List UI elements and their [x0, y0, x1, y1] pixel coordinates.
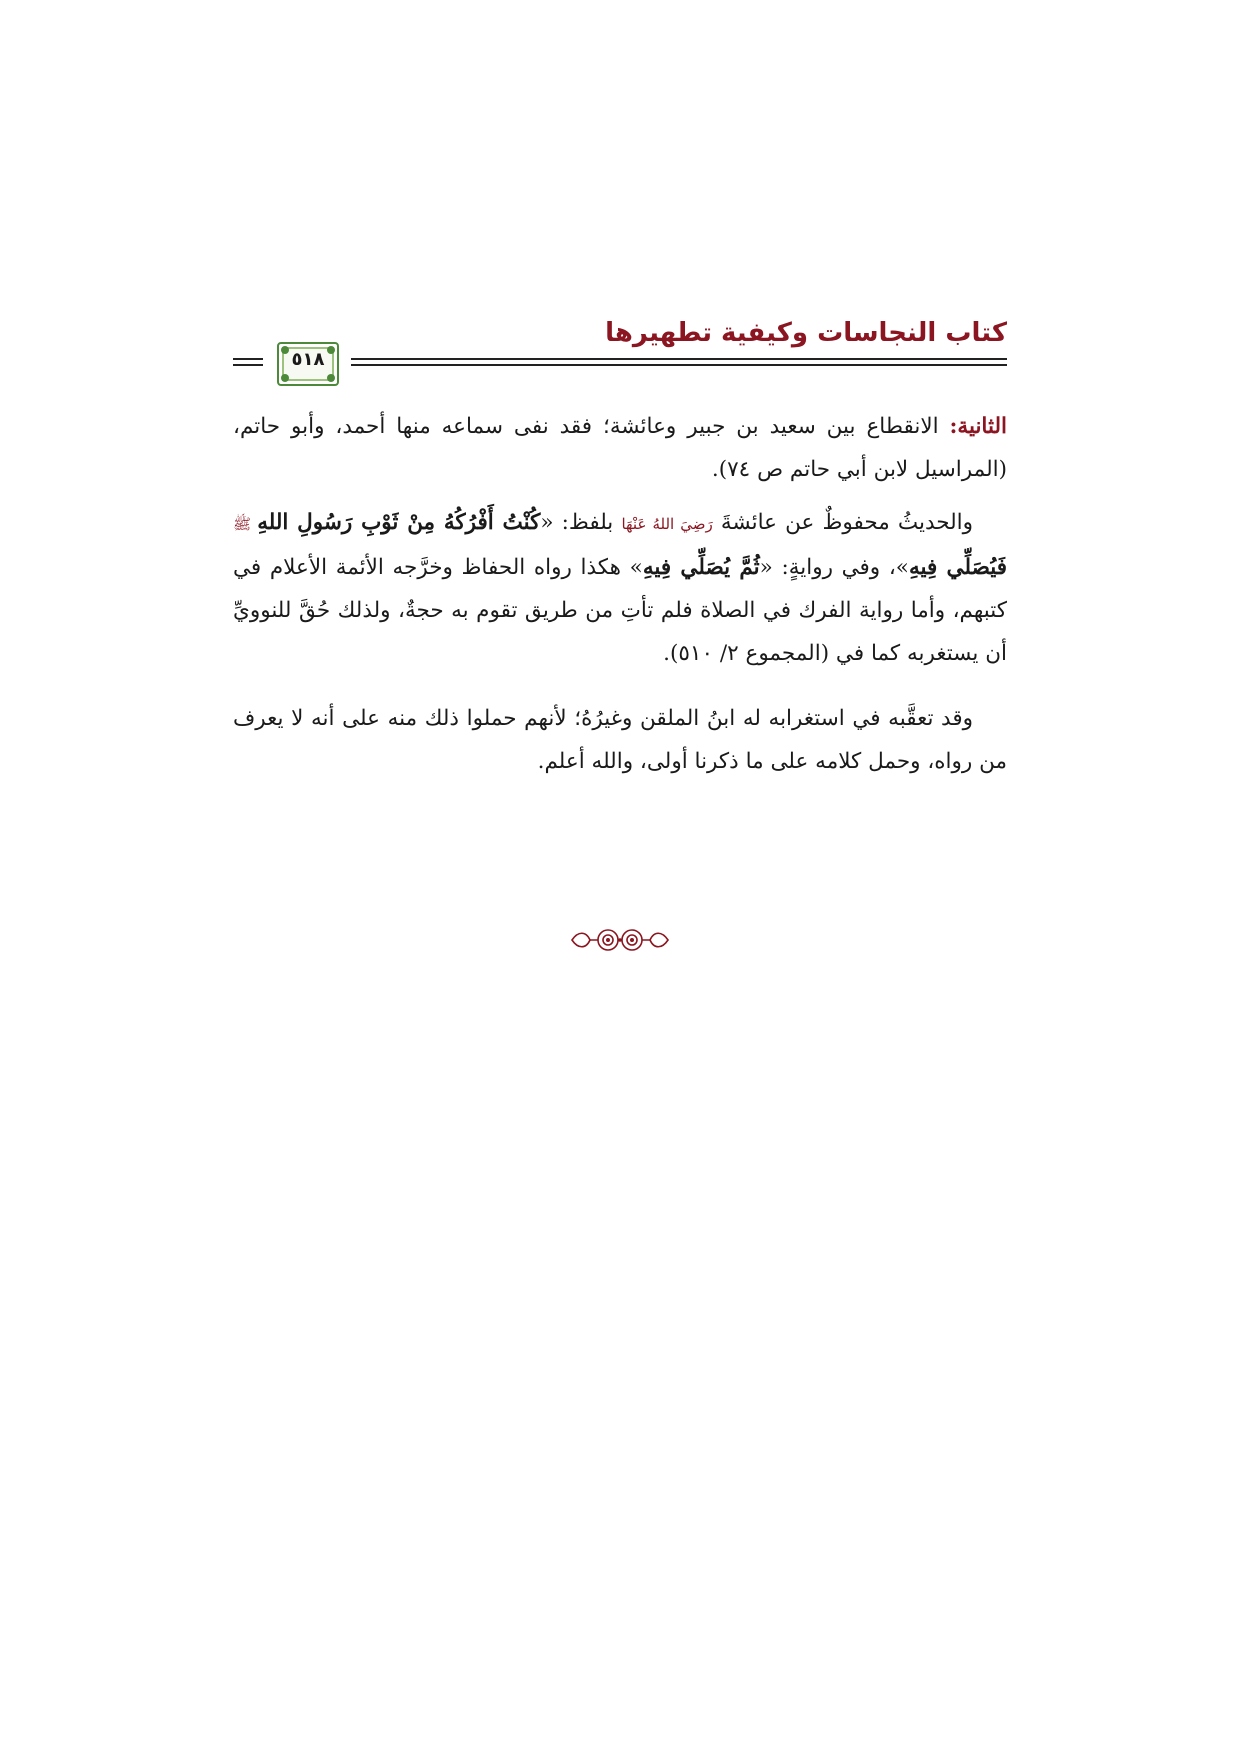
- page-number: ٥١٨: [291, 349, 325, 370]
- badge-corner-ornament: [327, 374, 335, 382]
- badge-corner-ornament: [281, 374, 289, 382]
- page-header: [233, 318, 1007, 388]
- paragraph-3: [233, 697, 1007, 783]
- header-rule-right-bottom: [351, 364, 1007, 366]
- paragraph-2: [233, 501, 1007, 675]
- hadith-quote-1: كُنْتُ أَفْرُكُهُ مِنْ ثَوْبِ رَسُولِ اللهِ: [257, 510, 541, 535]
- paragraph-1: [233, 405, 1007, 491]
- paragraph-2-text-2: بلفظ: «: [540, 510, 622, 535]
- main-text: [233, 405, 1007, 783]
- paragraph-3-text: وقد تعقَّبه في استغرابه له ابنُ الملقن وغيرُهُ؛ لأنهم حملوا ذلك منه على أنه لا يعرف من رواه، وحمل كلامه على ما ذكرنا أولى، والله أعلم.: [233, 706, 1007, 774]
- honorific-radiallahu: رَضِيَ اللهُ عَنْهَا: [621, 515, 713, 533]
- hadith-quote-2: فَيُصَلِّي فِيهِ: [908, 555, 1007, 580]
- paragraph-1-text: الانقطاع بين سعيد بن جبير وعائشة؛ فقد نفى سماعه منها أحمد، وأبو حاتم، (المراسيل لابن أبي حاتم ص ٧٤).: [233, 414, 1007, 482]
- book-title: كتاب النجاسات وكيفية تطهيرها: [605, 318, 1007, 348]
- honorific-salla: ﷺ: [233, 515, 258, 533]
- paragraph-2-text-4: » هكذا رواه الحفاظ وخرَّجه الأئمة الأعلام في كتبهم، وأما رواية الفرك في الصلاة فلم تأتِ من طريق تقوم به حجةٌ، ولذلك حُقَّ للنوويِّ أن يستغربه كما في (المجموع ٢/ ٥١٠).: [233, 555, 1007, 666]
- hadith-quote-3: ثُمَّ يُصَلِّي فِيهِ: [642, 555, 760, 580]
- paragraph-2-text-3: »، وفي روايةٍ: «: [759, 555, 909, 580]
- header-rule-right-top: [351, 358, 1007, 360]
- end-ornament-icon: [568, 925, 672, 955]
- page-number-badge: [277, 342, 339, 386]
- header-rule-left-bottom: [233, 364, 263, 366]
- header-rule-left-top: [233, 358, 263, 360]
- section-lead-word: الثانية:: [949, 414, 1007, 439]
- paragraph-2-text-1: والحديثُ محفوظٌ عن عائشةَ: [712, 510, 974, 535]
